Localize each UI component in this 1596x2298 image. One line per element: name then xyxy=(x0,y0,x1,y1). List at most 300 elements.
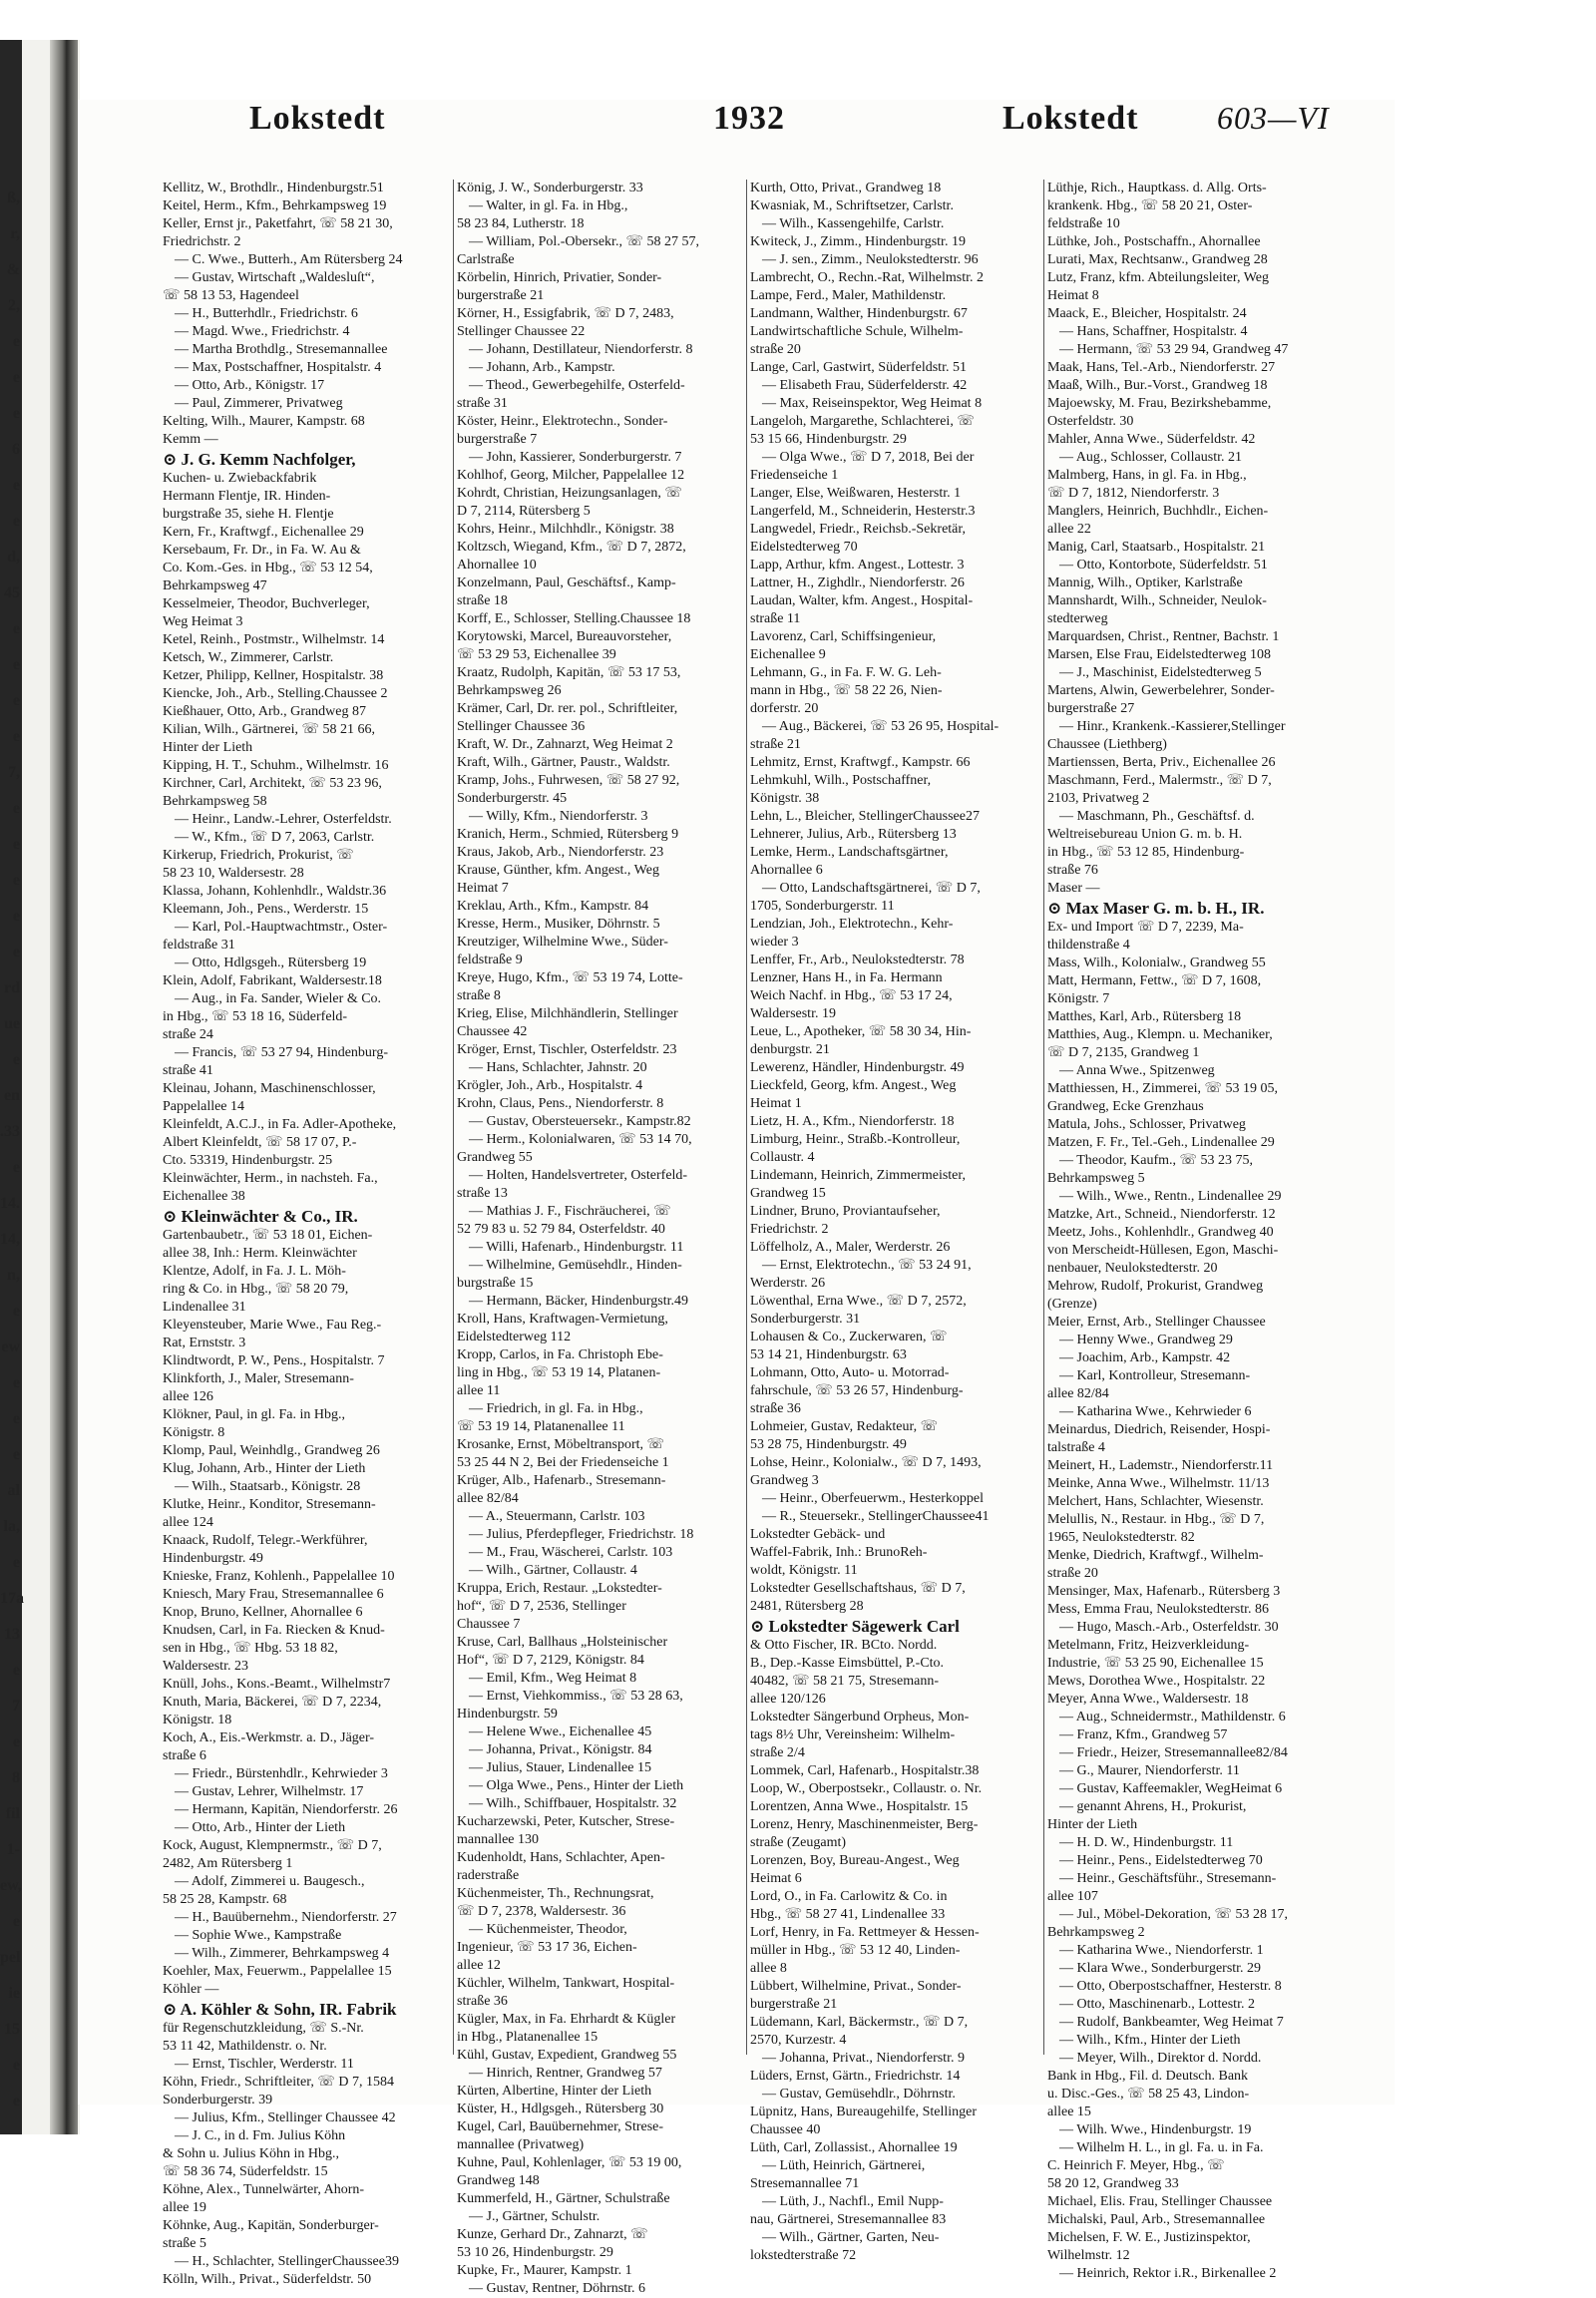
directory-line: wieder 3 xyxy=(750,935,799,950)
directory-line: — Friedrich, in gl. Fa. in Hbg., xyxy=(469,1401,643,1416)
directory-line: stedterweg xyxy=(1047,611,1108,626)
directory-line: — Otto, Landschaftsgärtnerei, ☏ D 7, xyxy=(762,881,981,896)
directory-line: — Wilh. Wwe., Hindenburgstr. 19 xyxy=(1059,2122,1252,2137)
directory-line: Lutz, Franz, kfm. Abteilungsleiter, Weg xyxy=(1047,270,1270,285)
margin-fragment: 45 xyxy=(4,584,20,601)
directory-line: allee 22 xyxy=(1047,522,1091,537)
directory-line: Marsen, Else Frau, Eidelstedterweg 108 xyxy=(1047,647,1271,662)
directory-line: Löffelholz, A., Maler, Werderstr. 26 xyxy=(750,1240,951,1255)
directory-line: — Wilh., Wwe., Rentn., Lindenallee 29 xyxy=(1059,1189,1282,1204)
directory-line: ling in Hbg., ☏ 53 19 14, Platanen- xyxy=(457,1365,661,1380)
margin-fragment: 7, xyxy=(8,764,20,781)
directory-line: Lehn, L., Bleicher, StellingerChaussee27 xyxy=(750,809,980,824)
directory-line: Lurati, Max, Rechtsanw., Grandweg 28 xyxy=(1047,252,1268,267)
directory-line: Stresemannallee 71 xyxy=(750,2176,860,2191)
directory-line: Maser — xyxy=(1047,881,1100,896)
directory-line: Kesselmeier, Theodor, Buchverleger, xyxy=(163,596,370,611)
directory-line: — Wilh., Gärtner, Garten, Neu- xyxy=(762,2230,940,2245)
margin-fragment: e xyxy=(12,944,20,960)
directory-line: — Franz, Kfm., Grandweg 57 xyxy=(1059,1727,1228,1742)
directory-line: — Otto, Kontorbote, Süderfeldstr. 51 xyxy=(1059,558,1268,573)
directory-line: Keitel, Herm., Kfm., Behrkampsweg 19 xyxy=(163,198,387,213)
directory-line: — Theod., Gewerbegehilfe, Osterfeld- xyxy=(469,378,685,393)
directory-line: Marquardsen, Christ., Rentner, Bachstr. 1 xyxy=(1047,629,1280,644)
directory-line: Behrkampsweg 26 xyxy=(457,683,562,698)
directory-line: Knuth, Maria, Bäckerei, ☏ D 7, 2234, xyxy=(163,1695,382,1710)
directory-line: — Otto, Oberpostschaffner, Hesterstr. 8 xyxy=(1059,1979,1282,1994)
directory-line: Lampe, Ferd., Maler, Mathildenstr. xyxy=(750,288,947,303)
directory-line: Mensinger, Max, Hafenarb., Rütersberg 3 xyxy=(1047,1584,1281,1599)
directory-line: Friedrichstr. 2 xyxy=(163,234,241,249)
directory-line: Landwirtschaftliche Schule, Wilhelm- xyxy=(750,324,964,339)
margin-fragment: e xyxy=(12,620,20,637)
directory-line: Heimat 6 xyxy=(750,1871,802,1886)
directory-line: Köhnke, Aug., Kapitän, Sonderburger- xyxy=(163,2218,379,2233)
directory-line: Carlstraße xyxy=(457,252,515,267)
directory-line: burgerstraße 21 xyxy=(750,1997,838,2012)
directory-line: Martienssen, Berta, Priv., Eichenallee 26 xyxy=(1047,755,1276,770)
directory-line: Lorenzen, Boy, Bureau-Angest., Weg xyxy=(750,1853,960,1868)
directory-line: ☏ 58 36 74, Süderfeldstr. 15 xyxy=(163,2164,328,2179)
directory-line: Krieg, Elise, Milchhändlerin, Stellinger xyxy=(457,1006,678,1021)
directory-line: nau, Gärtnerei, Stresemannallee 83 xyxy=(750,2212,947,2227)
directory-line: Friedrichstr. 2 xyxy=(750,1222,829,1237)
directory-line: Kreye, Hugo, Kfm., ☏ 53 19 74, Lotte- xyxy=(457,970,683,985)
directory-line: Kemm — xyxy=(163,432,218,447)
directory-line: Waldersestr. 19 xyxy=(750,1006,836,1021)
margin-fragment: e xyxy=(12,2057,20,2074)
directory-line: Kürten, Albertine, Hinter der Lieth xyxy=(457,2084,652,2099)
directory-line: 1965, Neulokstedterstr. 82 xyxy=(1047,1530,1195,1545)
directory-line: B., Dep.-Kasse Eimsbüttel, P.-Cto. xyxy=(750,1656,945,1671)
directory-line: — Elisabeth Frau, Süderfelderstr. 42 xyxy=(762,378,968,393)
directory-line: Weltreisebureau Union G. m. b. H. xyxy=(1047,827,1243,842)
directory-line: — M., Frau, Wäscherei, Carlstr. 103 xyxy=(469,1545,673,1560)
directory-line: Kuhne, Paul, Kohlenlager, ☏ 53 19 00, xyxy=(457,2155,682,2170)
directory-line: — Gustav, Gemüsehdlr., Döhrnstr. xyxy=(762,2087,956,2102)
directory-line: Hbg., ☏ 58 27 41, Lindenallee 33 xyxy=(750,1907,946,1922)
directory-line: & Otto Fischer, IR. BCto. Nordd. xyxy=(750,1638,938,1653)
directory-line: — Wilhelmine, Gemüsehdlr., Hinden- xyxy=(469,1258,682,1273)
directory-line: — Ernst, Elektrotechn., ☏ 53 24 91, xyxy=(762,1258,972,1273)
margin-fragment: e xyxy=(12,1410,20,1427)
directory-line: Chaussee (Liethberg) xyxy=(1047,737,1167,752)
directory-line: Kreutziger, Wilhelmine Wwe., Süder- xyxy=(457,935,668,950)
directory-line: tags 8½ Uhr, Vereinsheim: Wilhelm- xyxy=(750,1727,956,1742)
directory-line: — Heinr., Geschäftsführ., Stresemann- xyxy=(1059,1871,1277,1886)
directory-line: — Hermann, Kapitän, Niendorferstr. 26 xyxy=(175,1802,398,1817)
directory-line: ring & Co. in Hbg., ☏ 58 20 79, xyxy=(163,1282,349,1297)
margin-fragment: ew xyxy=(1,1339,20,1355)
directory-line: Hinter der Lieth xyxy=(163,740,253,755)
directory-line: Lüthke, Joh., Postschaffn., Ahornallee xyxy=(1047,234,1261,249)
directory-line: Kniesch, Mary Frau, Stresemannallee 6 xyxy=(163,1587,384,1602)
directory-line: in Hbg., Platanenallee 15 xyxy=(457,2030,598,2045)
directory-line: — genannt Ahrens, H., Prokurist, xyxy=(1059,1799,1247,1814)
directory-line: Klentze, Adolf, in Fa. J. L. Möh- xyxy=(163,1264,346,1279)
directory-line: 53 11 42, Mathildenstr. o. Nr. xyxy=(163,2039,327,2054)
directory-line: allee 12 xyxy=(457,1958,501,1973)
directory-line: Küchler, Wilhelm, Tankwart, Hospital- xyxy=(457,1976,675,1991)
directory-line: Klassa, Johann, Kohlenhdlr., Waldstr.36 xyxy=(163,884,387,899)
margin-fragment: е xyxy=(12,369,20,386)
directory-line: Mews, Dorothea Wwe., Hospitalstr. 22 xyxy=(1047,1674,1266,1689)
directory-line: Mess, Emma Frau, Neulokstedterstr. 86 xyxy=(1047,1602,1270,1617)
directory-line: Sonderburgerstr. 31 xyxy=(750,1312,861,1327)
directory-line: mann in Hbg., ☏ 58 22 26, Nien- xyxy=(750,683,943,698)
directory-line: Lattner, H., Zighdlr., Niendorferstr. 26 xyxy=(750,575,965,590)
directory-line: ☏ D 7, 2378, Waldersestr. 36 xyxy=(457,1904,626,1919)
directory-line: straße 21 xyxy=(750,737,801,752)
directory-line: Matthies, Aug., Klempn. u. Mechaniker, xyxy=(1047,1027,1273,1042)
directory-line: — Heinr., Landw.-Lehrer, Osterfeldstr. xyxy=(175,812,392,827)
column-rule xyxy=(453,180,454,2055)
directory-line: Matzen, F. Fr., Tel.-Geh., Lindenallee 29 xyxy=(1047,1135,1275,1150)
directory-line: Körbelin, Hinrich, Privatier, Sonder- xyxy=(457,270,662,285)
directory-line: — Rudolf, Bankbeamter, Weg Heimat 7 xyxy=(1059,2015,1284,2030)
margin-fragment: 6 xyxy=(12,441,20,458)
directory-line: Keller, Ernst jr., Paketfahrt, ☏ 58 21 30, xyxy=(163,216,393,231)
directory-line: Lorenz, Henry, Maschinenmeister, Berg- xyxy=(750,1817,979,1832)
directory-line: Metelmann, Fritz, Heizverkleidung- xyxy=(1047,1638,1250,1653)
directory-line: Mannshardt, Wilh., Schneider, Neulok- xyxy=(1047,593,1267,608)
directory-line: (Grenze) xyxy=(1047,1297,1097,1312)
directory-line: — H., Butterhdlr., Friedrichstr. 6 xyxy=(175,306,358,321)
directory-line: Maak, Hans, Tel.-Arb., Niendorferstr. 27 xyxy=(1047,360,1276,375)
directory-line: 58 25 28, Kampstr. 68 xyxy=(163,1892,287,1907)
margin-fragment: e xyxy=(12,2093,20,2109)
directory-line: Lokstedter Sängerbund Orpheus, Mon- xyxy=(750,1710,970,1724)
directory-line: von Merscheidt-Hüllesen, Egon, Maschi- xyxy=(1047,1243,1279,1258)
directory-line: C. Heinrich F. Meyer, Hbg., ☏ xyxy=(1047,2158,1225,2173)
directory-line: straße 6 xyxy=(163,1748,206,1763)
directory-line: — Lüth, J., Nachfl., Emil Nupp- xyxy=(762,2194,944,2209)
directory-line: Grandweg 55 xyxy=(457,1150,533,1165)
directory-line: allee 120/126 xyxy=(750,1692,826,1707)
margin-fragment: e xyxy=(12,405,20,422)
directory-line: Kucharzewski, Peter, Kutscher, Strese- xyxy=(457,1814,675,1829)
directory-line: allee 11 xyxy=(457,1383,501,1398)
directory-line: Klomp, Paul, Weinhdlg., Grandweg 26 xyxy=(163,1443,380,1458)
directory-line: Kugel, Carl, Bauübernehmer, Strese- xyxy=(457,2119,664,2134)
directory-line: Konzelmann, Paul, Geschäftsf., Kamp- xyxy=(457,575,676,590)
directory-line: Pappelallee 14 xyxy=(163,1099,245,1114)
directory-line: burgstraße 35, siehe H. Flentje xyxy=(163,507,334,522)
margin-fragment: ue xyxy=(4,1015,20,1032)
directory-line: — Johanna, Privat., Niendorferstr. 9 xyxy=(762,2051,965,2066)
directory-line: — Hugo, Masch.-Arb., Osterfeldstr. 30 xyxy=(1059,1620,1279,1635)
directory-line: — Aug., in Fa. Sander, Wieler & Co. xyxy=(175,991,382,1006)
directory-line: Kroll, Hans, Kraftwagen-Vermietung, xyxy=(457,1312,668,1327)
directory-line: — Aug., Bäckerei, ☏ 53 26 95, Hospital- xyxy=(762,719,999,734)
directory-line: Behrkampsweg 2 xyxy=(1047,1925,1145,1940)
directory-line: Langer, Else, Weißwaren, Hesterstr. 1 xyxy=(750,486,962,501)
directory-line: Sonderburgerstr. 45 xyxy=(457,791,568,806)
directory-line: Chaussee 42 xyxy=(457,1024,528,1039)
directory-line: Klug, Johann, Arb., Hinter der Lieth xyxy=(163,1461,366,1476)
margin-fragment: en xyxy=(4,1087,20,1104)
directory-line: Kupke, Fr., Maurer, Kampstr. 1 xyxy=(457,2263,632,2278)
directory-line: straße 20 xyxy=(1047,1566,1098,1581)
directory-line: nenbauer, Neulokstedterstr. 20 xyxy=(1047,1261,1218,1276)
directory-line: — Julius, Kfm., Stellinger Chaussee 42 xyxy=(175,2110,396,2125)
directory-line: ⊙ Kleinwächter & Co., IR. xyxy=(163,1207,358,1226)
directory-line: Königstr. 38 xyxy=(750,791,820,806)
directory-line: Knaack, Rudolf, Telegr.-Werkführer, xyxy=(163,1533,368,1548)
directory-line: ☏ 53 29 53, Eichenallee 39 xyxy=(457,647,616,662)
directory-line: Michalski, Paul, Arb., Stresemannallee xyxy=(1047,2212,1266,2227)
directory-line: straße 11 xyxy=(750,611,801,626)
directory-line: lokstedterstraße 72 xyxy=(750,2248,857,2263)
directory-line: Kramp, Johs., Fuhrwesen, ☏ 58 27 92, xyxy=(457,773,680,788)
directory-line: fahrschule, ☏ 53 26 57, Hindenburg- xyxy=(750,1383,964,1398)
directory-line: — Klara Wwe., Sonderburgerstr. 29 xyxy=(1059,1961,1262,1976)
column-3 xyxy=(750,180,1039,2265)
directory-line: Hinter der Lieth xyxy=(1047,1817,1138,1832)
directory-line: — Walter, in gl. Fa. in Hbg., xyxy=(469,198,628,213)
directory-line: Meyer, Anna Wwe., Waldersestr. 18 xyxy=(1047,1692,1249,1707)
directory-line: allee 107 xyxy=(1047,1889,1098,1904)
directory-line: straße (Zeugamt) xyxy=(750,1835,847,1850)
directory-line: Lietz, H. A., Kfm., Niendorferstr. 18 xyxy=(750,1114,955,1129)
directory-line: — Wilh., Kassengehilfe, Carlstr. xyxy=(762,216,945,231)
column-4 xyxy=(1047,180,1337,2283)
directory-line: krankenk. Hbg., ☏ 58 20 21, Oster- xyxy=(1047,198,1253,213)
directory-line: — Willi, Hafenarb., Hindenburgstr. 11 xyxy=(469,1240,684,1255)
directory-line: — Helene Wwe., Eichenallee 45 xyxy=(469,1724,652,1739)
directory-line: allee 8 xyxy=(750,1961,787,1976)
directory-line: — Hermann, Bäcker, Hindenburgstr.49 xyxy=(469,1294,689,1309)
margin-fragment: e xyxy=(12,692,20,709)
directory-line: allee 126 xyxy=(163,1389,213,1404)
directory-line: Matthes, Karl, Arb., Rütersberg 18 xyxy=(1047,1009,1242,1024)
directory-line: — Gustav, Wirtschaft „Waldesluſt“, xyxy=(175,270,375,285)
margin-fragment: 7 xyxy=(12,1698,20,1715)
directory-line: Matthiessen, H., Zimmerei, ☏ 53 19 05, xyxy=(1047,1081,1278,1096)
directory-line: — Ernst, Tischler, Werderstr. 11 xyxy=(175,2057,354,2072)
directory-line: Langerfeld, M., Schneiderin, Hesterstr.3 xyxy=(750,504,976,519)
directory-line: straße 13 xyxy=(457,1186,508,1201)
directory-line: Lüdemann, Karl, Bäckermstr., ☏ D 7, xyxy=(750,2015,969,2030)
directory-line: Bank in Hbg., Fil. d. Deutsch. Bank xyxy=(1047,2069,1249,2084)
directory-line: Kuchen- u. Zwiebackfabrik xyxy=(163,471,317,486)
directory-line: Löwenthal, Erna Wwe., ☏ D 7, 2572, xyxy=(750,1294,967,1309)
directory-line: — Wilh., Schiffbauer, Hospitalstr. 32 xyxy=(469,1796,677,1811)
directory-line: Loop, W., Oberpostsekr., Collaustr. o. Nr. xyxy=(750,1781,983,1796)
directory-line: Lindner, Bruno, Proviantaufseher, xyxy=(750,1204,941,1219)
directory-line: Kreklau, Arth., Kfm., Kampstr. 84 xyxy=(457,899,649,914)
directory-line: allee 82/84 xyxy=(457,1491,519,1506)
directory-line: Kranich, Herm., Schmied, Rütersberg 9 xyxy=(457,827,679,842)
directory-line: Ex- und Import ☏ D 7, 2239, Ma- xyxy=(1047,920,1244,935)
directory-line: Kohrdt, Christian, Heizungsanlagen, ☏ xyxy=(457,486,682,501)
directory-line: Grandweg 3 xyxy=(750,1473,819,1488)
directory-line: mannallee 130 xyxy=(457,1832,540,1847)
directory-line: Kröger, Ernst, Tischler, Osterfeldstr. 23 xyxy=(457,1042,677,1057)
directory-line: Kohrs, Heinr., Milchhdlr., Königstr. 38 xyxy=(457,522,674,537)
directory-line: mannallee (Privatweg) xyxy=(457,2137,585,2152)
directory-line: Küster, H., Hdlgsgeh., Rütersberg 30 xyxy=(457,2102,664,2116)
directory-line: Ahornallee 10 xyxy=(457,558,537,573)
directory-line: Knop, Bruno, Kellner, Ahornallee 6 xyxy=(163,1605,363,1620)
directory-line: Wilhelmstr. 12 xyxy=(1047,2248,1130,2263)
directory-line: — Hans, Schlachter, Jahnstr. 20 xyxy=(469,1060,647,1075)
directory-line: Meier, Ernst, Arb., Stellinger Chaussee xyxy=(1047,1315,1266,1330)
directory-line: Grandweg 15 xyxy=(750,1186,826,1201)
directory-line: ☏ 58 13 53, Hagendeel xyxy=(163,288,299,303)
directory-line: sen in Hbg., ☏ Hbg. 53 18 82, xyxy=(163,1641,338,1656)
directory-line: Waffel-Fabrik, Inh.: BrunoReh- xyxy=(750,1545,928,1560)
directory-line: Köster, Heinr., Elektrotechn., Sonder- xyxy=(457,414,668,429)
directory-line: Krohn, Claus, Pens., Niendorferstr. 8 xyxy=(457,1096,664,1111)
margin-fragment: 1- xyxy=(6,1841,20,1858)
directory-line: Lendzian, Joh., Elektrotechn., Kehr- xyxy=(750,917,954,932)
directory-line: — Willy, Kfm., Niendorferstr. 3 xyxy=(469,809,648,824)
directory-line: Krüger, Alb., Hafenarb., Stresemann- xyxy=(457,1473,666,1488)
directory-line: straße 8 xyxy=(457,988,501,1003)
directory-line: — Karl, Kontrolleur, Stresemann- xyxy=(1059,1368,1251,1383)
directory-line: Langeloh, Margarethe, Schlachterei, ☏ xyxy=(750,414,975,429)
directory-line: — Ernst, Viehkommiss., ☏ 53 28 63, xyxy=(469,1689,683,1704)
directory-line: Maschmann, Ferd., Malermstr., ☏ D 7, xyxy=(1047,773,1272,788)
directory-line: — Max, Postschaffner, Hospitalstr. 4 xyxy=(175,360,382,375)
directory-line: straße 18 xyxy=(457,593,508,608)
directory-line: Korff, E., Schlosser, Stelling.Chaussee 18 xyxy=(457,611,691,626)
column-rule xyxy=(1043,180,1044,2055)
directory-line: in Hbg., ☏ 53 12 85, Hindenburg- xyxy=(1047,845,1245,860)
margin-fragment: 13 xyxy=(4,1626,20,1643)
directory-line: straße 31 xyxy=(457,396,508,411)
directory-line: Behrkampsweg 5 xyxy=(1047,1171,1145,1186)
directory-line: straße 36 xyxy=(457,1994,508,2009)
margin-fragment: e xyxy=(12,836,20,853)
margin-fragment: e xyxy=(12,908,20,925)
directory-line: 58 20 12, Grandweg 33 xyxy=(1047,2176,1179,2191)
directory-line: u. Disc.-Ges., ☏ 58 25 43, Lindon- xyxy=(1047,2087,1250,2102)
directory-line: — Küchenmeister, Theodor, xyxy=(469,1922,627,1937)
directory-line: 2103, Privatweg 2 xyxy=(1047,791,1150,806)
directory-line: straße 24 xyxy=(163,1027,213,1042)
directory-line: — Heinr., Pens., Eidelstedterweg 70 xyxy=(1059,1853,1263,1868)
directory-line: Knüll, Johs., Kons.-Beamt., Wilhelmstr7 xyxy=(163,1677,391,1692)
directory-line: 2482, Am Rütersberg 1 xyxy=(163,1856,293,1871)
directory-line: straße 76 xyxy=(1047,863,1098,878)
directory-line: — Wilh., Gärtner, Collaustr. 4 xyxy=(469,1563,637,1578)
directory-line: Lübbert, Wilhelmine, Privat., Sonder- xyxy=(750,1979,962,1994)
directory-line: Behrkampsweg 47 xyxy=(163,578,267,593)
directory-line: — Olga Wwe., Pens., Hinter der Lieth xyxy=(469,1778,684,1793)
directory-line: Lohse, Heinr., Kolonialw., ☏ D 7, 1493, xyxy=(750,1455,982,1470)
directory-line: Laudan, Walter, kfm. Angest., Hospital- xyxy=(750,593,974,608)
directory-line: Kleyensteuber, Marie Wwe., Fau Reg.- xyxy=(163,1318,382,1333)
margin-fragment: rd xyxy=(4,979,20,996)
directory-line: — Otto, Arb., Königstr. 17 xyxy=(175,378,325,393)
directory-line: Kipping, H. T., Schuhm., Wilhelmstr. 16 xyxy=(163,758,389,773)
directory-line: Königstr. 8 xyxy=(163,1425,225,1440)
directory-line: — Wilh., Kfm., Hinter der Lieth xyxy=(1059,2033,1241,2048)
directory-line: allee 19 xyxy=(163,2200,206,2215)
header-year: 1932 xyxy=(713,100,785,137)
directory-line: — Hermann, ☏ 53 29 94, Grandweg 47 xyxy=(1059,342,1289,357)
directory-line: allee 82/84 xyxy=(1047,1386,1109,1401)
directory-line: — Friedr., Bürstenhdlr., Kehrwieder 3 xyxy=(175,1766,388,1781)
directory-line: Mannig, Wilh., Optiker, Karlstraße xyxy=(1047,575,1243,590)
directory-line: ⊙ Max Maser G. m. b. H., IR. xyxy=(1047,899,1265,918)
directory-line: Kraft, W. Dr., Zahnarzt, Weg Heimat 2 xyxy=(457,737,673,752)
directory-line: Lenzner, Hans H., in Fa. Hermann xyxy=(750,970,943,985)
directory-line: thildenstraße 4 xyxy=(1047,938,1130,953)
directory-line: ⊙ A. Köhler & Sohn, IR. Fabrik xyxy=(163,2000,397,2019)
margin-fragment: ew, xyxy=(0,1877,22,1894)
directory-line: Stellinger Chaussee 22 xyxy=(457,324,586,339)
directory-line: Lohausen & Co., Zuckerwaren, ☏ xyxy=(750,1330,948,1344)
directory-line: allee 38, Inh.: Herm. Kleinwächter xyxy=(163,1246,357,1261)
directory-line: Industrie, ☏ 53 25 90, Eichenallee 15 xyxy=(1047,1656,1264,1671)
directory-line: Kruppa, Erich, Restaur. „Lokstedter- xyxy=(457,1581,662,1596)
directory-line: — Jul., Möbel-Dekoration, ☏ 53 28 17, xyxy=(1059,1907,1289,1922)
directory-line: Meinke, Anna Wwe., Wilhelmstr. 11/13 xyxy=(1047,1476,1270,1491)
directory-line: ☏ 53 19 14, Platanenallee 11 xyxy=(457,1419,625,1434)
directory-line: Eichenallee 38 xyxy=(163,1189,245,1204)
margin-fragment: e xyxy=(12,872,20,889)
directory-line: Kilian, Wilh., Gärtnerei, ☏ 58 21 66, xyxy=(163,722,376,737)
directory-line: Majoewsky, M. Frau, Bezirkshebamme, xyxy=(1047,396,1272,411)
directory-line: Lokstedter Gesellschaftshaus, ☏ D 7, xyxy=(750,1581,966,1596)
directory-line: Koch, A., Eis.-Werkmstr. a. D., Jäger- xyxy=(163,1730,375,1745)
directory-line: — Olga Wwe., ☏ D 7, 2018, Bei der xyxy=(762,450,975,465)
directory-line: — Julius, Stauer, Lindenallee 15 xyxy=(469,1760,651,1775)
directory-line: Heimat 1 xyxy=(750,1096,802,1111)
directory-line: Lüpnitz, Hans, Bureaugehilfe, Stellinger xyxy=(750,2105,978,2119)
directory-line: straße 20 xyxy=(750,342,801,357)
directory-line: Lindenallee 31 xyxy=(163,1300,246,1315)
margin-fragment: 14. xyxy=(0,1195,20,1212)
directory-line: straße 36 xyxy=(750,1401,801,1416)
directory-line: Hindenburgstr. 49 xyxy=(163,1551,263,1566)
directory-line: Krämer, Carl, Dr. rer. pol., Schriftleiter, xyxy=(457,701,678,716)
margin-fragment: al xyxy=(7,1482,20,1499)
directory-line: Kurth, Otto, Privat., Grandweg 18 xyxy=(750,181,942,195)
directory-line: Lorentzen, Anna Wwe., Hospitalstr. 15 xyxy=(750,1799,969,1814)
directory-line: — Wilh., Zimmerer, Behrkampsweg 4 xyxy=(175,1946,390,1961)
header-page-number: 603—VI xyxy=(1217,100,1330,136)
directory-line: Eidelstedterweg 112 xyxy=(457,1330,572,1344)
directory-line: Kwasniak, M., Schriftsetzer, Carlstr. xyxy=(750,198,954,213)
directory-line: Heimat 8 xyxy=(1047,288,1099,303)
directory-line: Königstr. 18 xyxy=(163,1713,232,1727)
directory-line: Lapp, Arthur, kfm. Angest., Lottestr. 3 xyxy=(750,558,965,573)
directory-line: — Johann, Destillateur, Niendorferstr. 8 xyxy=(469,342,693,357)
directory-line: — H., Bauübernehm., Niendorferstr. 27 xyxy=(175,1910,397,1925)
directory-line: Matt, Hermann, Fettw., ☏ D 7, 1608, xyxy=(1047,973,1262,988)
directory-line: — Martha Brothdlg., Stresemannallee xyxy=(175,342,388,357)
directory-line: Ketel, Reinh., Postmstr., Wilhelmstr. 14 xyxy=(163,632,385,647)
directory-line: Behrkampsweg 58 xyxy=(163,794,267,809)
margin-fragment: e xyxy=(12,477,20,494)
directory-line: Gartenbaubetr., ☏ 53 18 01, Eichen- xyxy=(163,1228,373,1243)
margin-fragment: e xyxy=(12,800,20,817)
margin-fragment: d, xyxy=(7,549,20,566)
directory-line: Malmberg, Hans, in gl. Fa. in Hbg., xyxy=(1047,468,1247,483)
directory-line: Lohmeier, Gustav, Redakteur, ☏ xyxy=(750,1419,939,1434)
directory-line: 1705, Sonderburgerstr. 11 xyxy=(750,899,895,914)
directory-line: Kleemann, Joh., Pens., Werderstr. 15 xyxy=(163,902,369,917)
directory-line: denburgstr. 21 xyxy=(750,1042,830,1057)
margin-fragment: pel xyxy=(0,1949,21,1966)
directory-line: Albert Kleinfeldt, ☏ 58 17 07, P.- xyxy=(163,1135,357,1150)
directory-line: ☏ D 7, 2135, Grandweg 1 xyxy=(1047,1045,1200,1060)
directory-line: Lommek, Carl, Hafenarb., Hospitalstr.38 xyxy=(750,1763,980,1778)
